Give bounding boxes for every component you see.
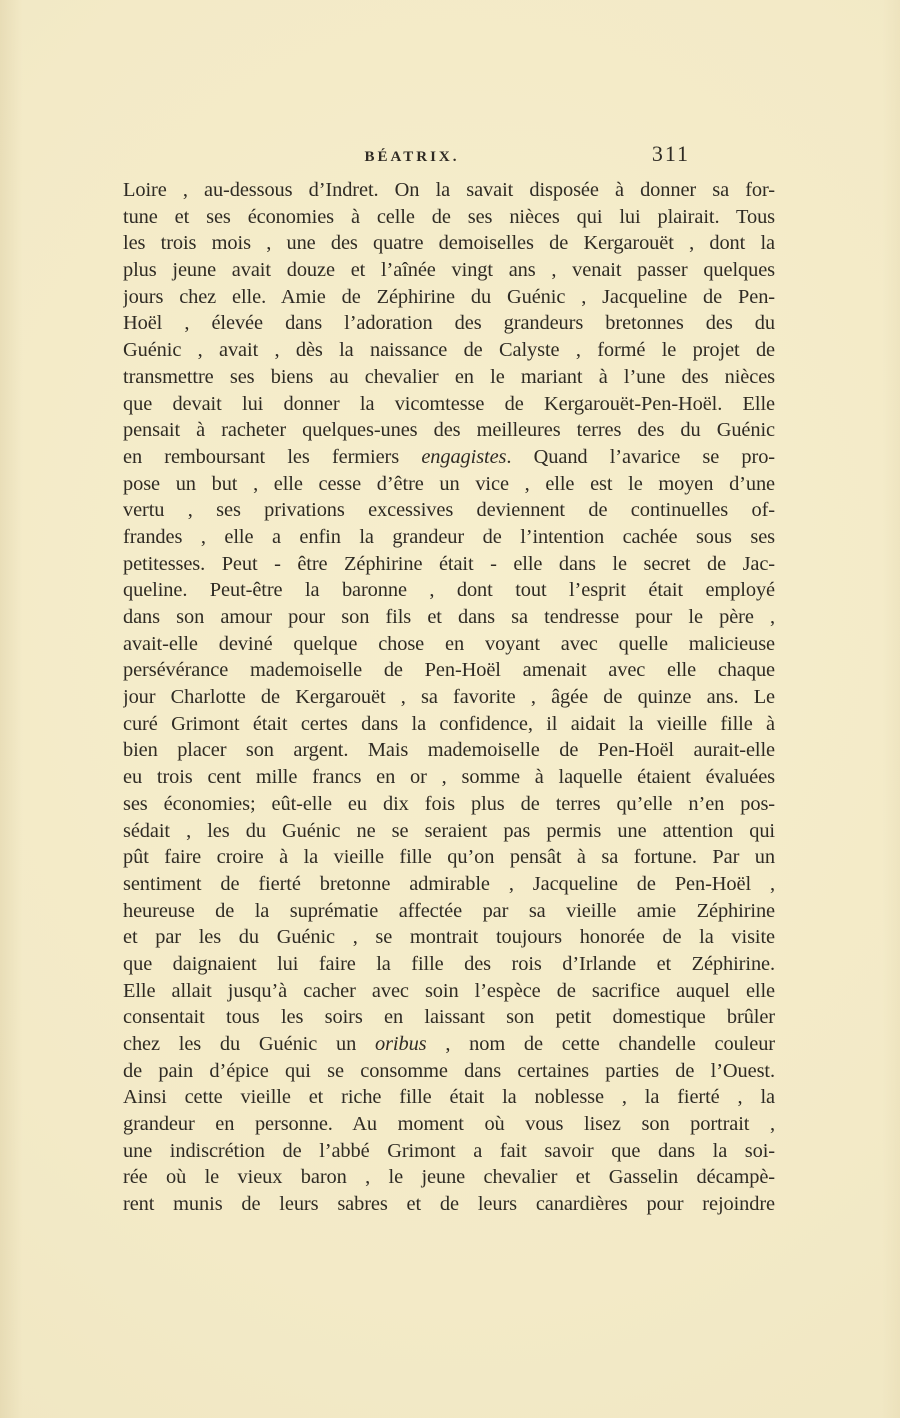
text-line: que devait lui donner la vicomtesse de Kergarouët-Pen-Hoël. Elle (123, 392, 775, 415)
text-line: petitesses. Peut - être Zéphirine était - elle dans le secret de Jac- (123, 552, 775, 575)
text-line: pût faire croire à la vieille fille qu’on pensât à sa fortune. Par un (123, 846, 775, 869)
text-line: pose un but , elle cesse d’être un vice , elle est le moyen d’une (123, 472, 775, 495)
text-line: Ainsi cette vieille et riche fille était la noblesse , la fierté , la (123, 1086, 775, 1109)
text-line: Guénic , avait , dès la naissance de Calyste , formé le projet de (123, 339, 775, 362)
text-line: avait-elle deviné quelque chose en voyant avec quelle malicieuse (123, 632, 775, 655)
page-number: 311 (651, 141, 690, 166)
text-line: Hoël , élevée dans l’adoration des grandeurs bretonnes des du (123, 312, 775, 335)
text-line: rent munis de leurs sabres et de leurs canardières pour rejoindre (123, 1193, 775, 1216)
text-line: persévérance mademoiselle de Pen-Hoël amenait avec elle chaque (123, 659, 775, 682)
text-line: plus jeune avait douze et l’aînée vingt ans , venait passer quelques (123, 259, 775, 282)
text-line: heureuse de la suprématie affectée par sa vieille amie Zéphirine (123, 899, 775, 922)
text-line: en remboursant les fermiers engagistes. Quand l’avarice se pro- (123, 445, 775, 468)
text-line: grandeur en personne. Au moment où vous lisez son portrait , (123, 1113, 775, 1136)
text-line: rée où le vieux baron , le jeune chevalier et Gasselin décampè- (123, 1166, 775, 1189)
text-line: consentait tous les soirs en laissant son petit domestique brûler (123, 1006, 775, 1029)
text-line: pensait à racheter quelques-unes des meilleures terres des du Guénic (123, 419, 775, 442)
text-line: que daignaient lui faire la fille des rois d’Irlande et Zéphirine. (123, 952, 775, 975)
text-line: Loire , au-dessous d’Indret. On la savait disposée à donner sa for- (123, 179, 775, 201)
text-line: une indiscrétion de l’abbé Grimont a fait savoir que dans la soi- (123, 1139, 775, 1162)
text-line: et par les du Guénic , se montrait toujours honorée de la visite (123, 926, 775, 949)
text-line: de pain d’épice qui se consomme dans certaines parties de l’Ouest. (123, 1059, 775, 1082)
text-line: Elle allait jusqu’à cacher avec soin l’espèce de sacrifice auquel elle (123, 979, 775, 1002)
text-line: les trois mois , une des quatre demoiselles de Kergarouët , dont la (123, 232, 775, 255)
text-line: eu trois cent mille francs en or , somme à laquelle étaient évaluées (123, 766, 775, 789)
text-line: sentiment de fierté bretonne admirable , Jacqueline de Pen-Hoël , (123, 872, 775, 895)
text-line: frandes , elle a enfin la grandeur de l’intention cachée sous ses (123, 525, 775, 548)
running-title: BÉATRIX. (364, 149, 460, 165)
text-line: ses économies; eût-elle eu dix fois plus de terres qu’elle n’en pos- (123, 792, 775, 815)
italic-term: engagistes (421, 445, 507, 468)
text-line: sédait , les du Guénic ne se seraient pas permis une attention qui (123, 819, 775, 842)
text-line: jour Charlotte de Kergarouët , sa favorite , âgée de quinze ans. Le (123, 686, 775, 709)
italic-term: oribus (375, 1033, 427, 1055)
body-text (123, 177, 775, 1218)
text-line: tune et ses économies à celle de ses nièces qui lui plairait. Tous (123, 205, 775, 228)
text-line: chez les du Guénic un oribus , nom de cette chandelle couleur (123, 1033, 775, 1055)
text-line: dans son amour pour son fils et dans sa tendresse pour le père , (123, 606, 775, 628)
text-line: jours chez elle. Amie de Zéphirine du Guénic , Jacqueline de Pen- (123, 285, 775, 308)
text-line: queline. Peut-être la baronne , dont tout l’esprit était employé (123, 579, 775, 602)
text-line: curé Grimont était certes dans la confidence, il aidait la vieille fille à (123, 712, 775, 735)
text-line: transmettre ses biens au chevalier en le mariant à l’une des nièces (123, 365, 775, 388)
text-line: vertu , ses privations excessives deviennent de continuelles of- (123, 499, 775, 522)
text-line: bien placer son argent. Mais mademoiselle de Pen-Hoël aurait-elle (123, 739, 775, 762)
